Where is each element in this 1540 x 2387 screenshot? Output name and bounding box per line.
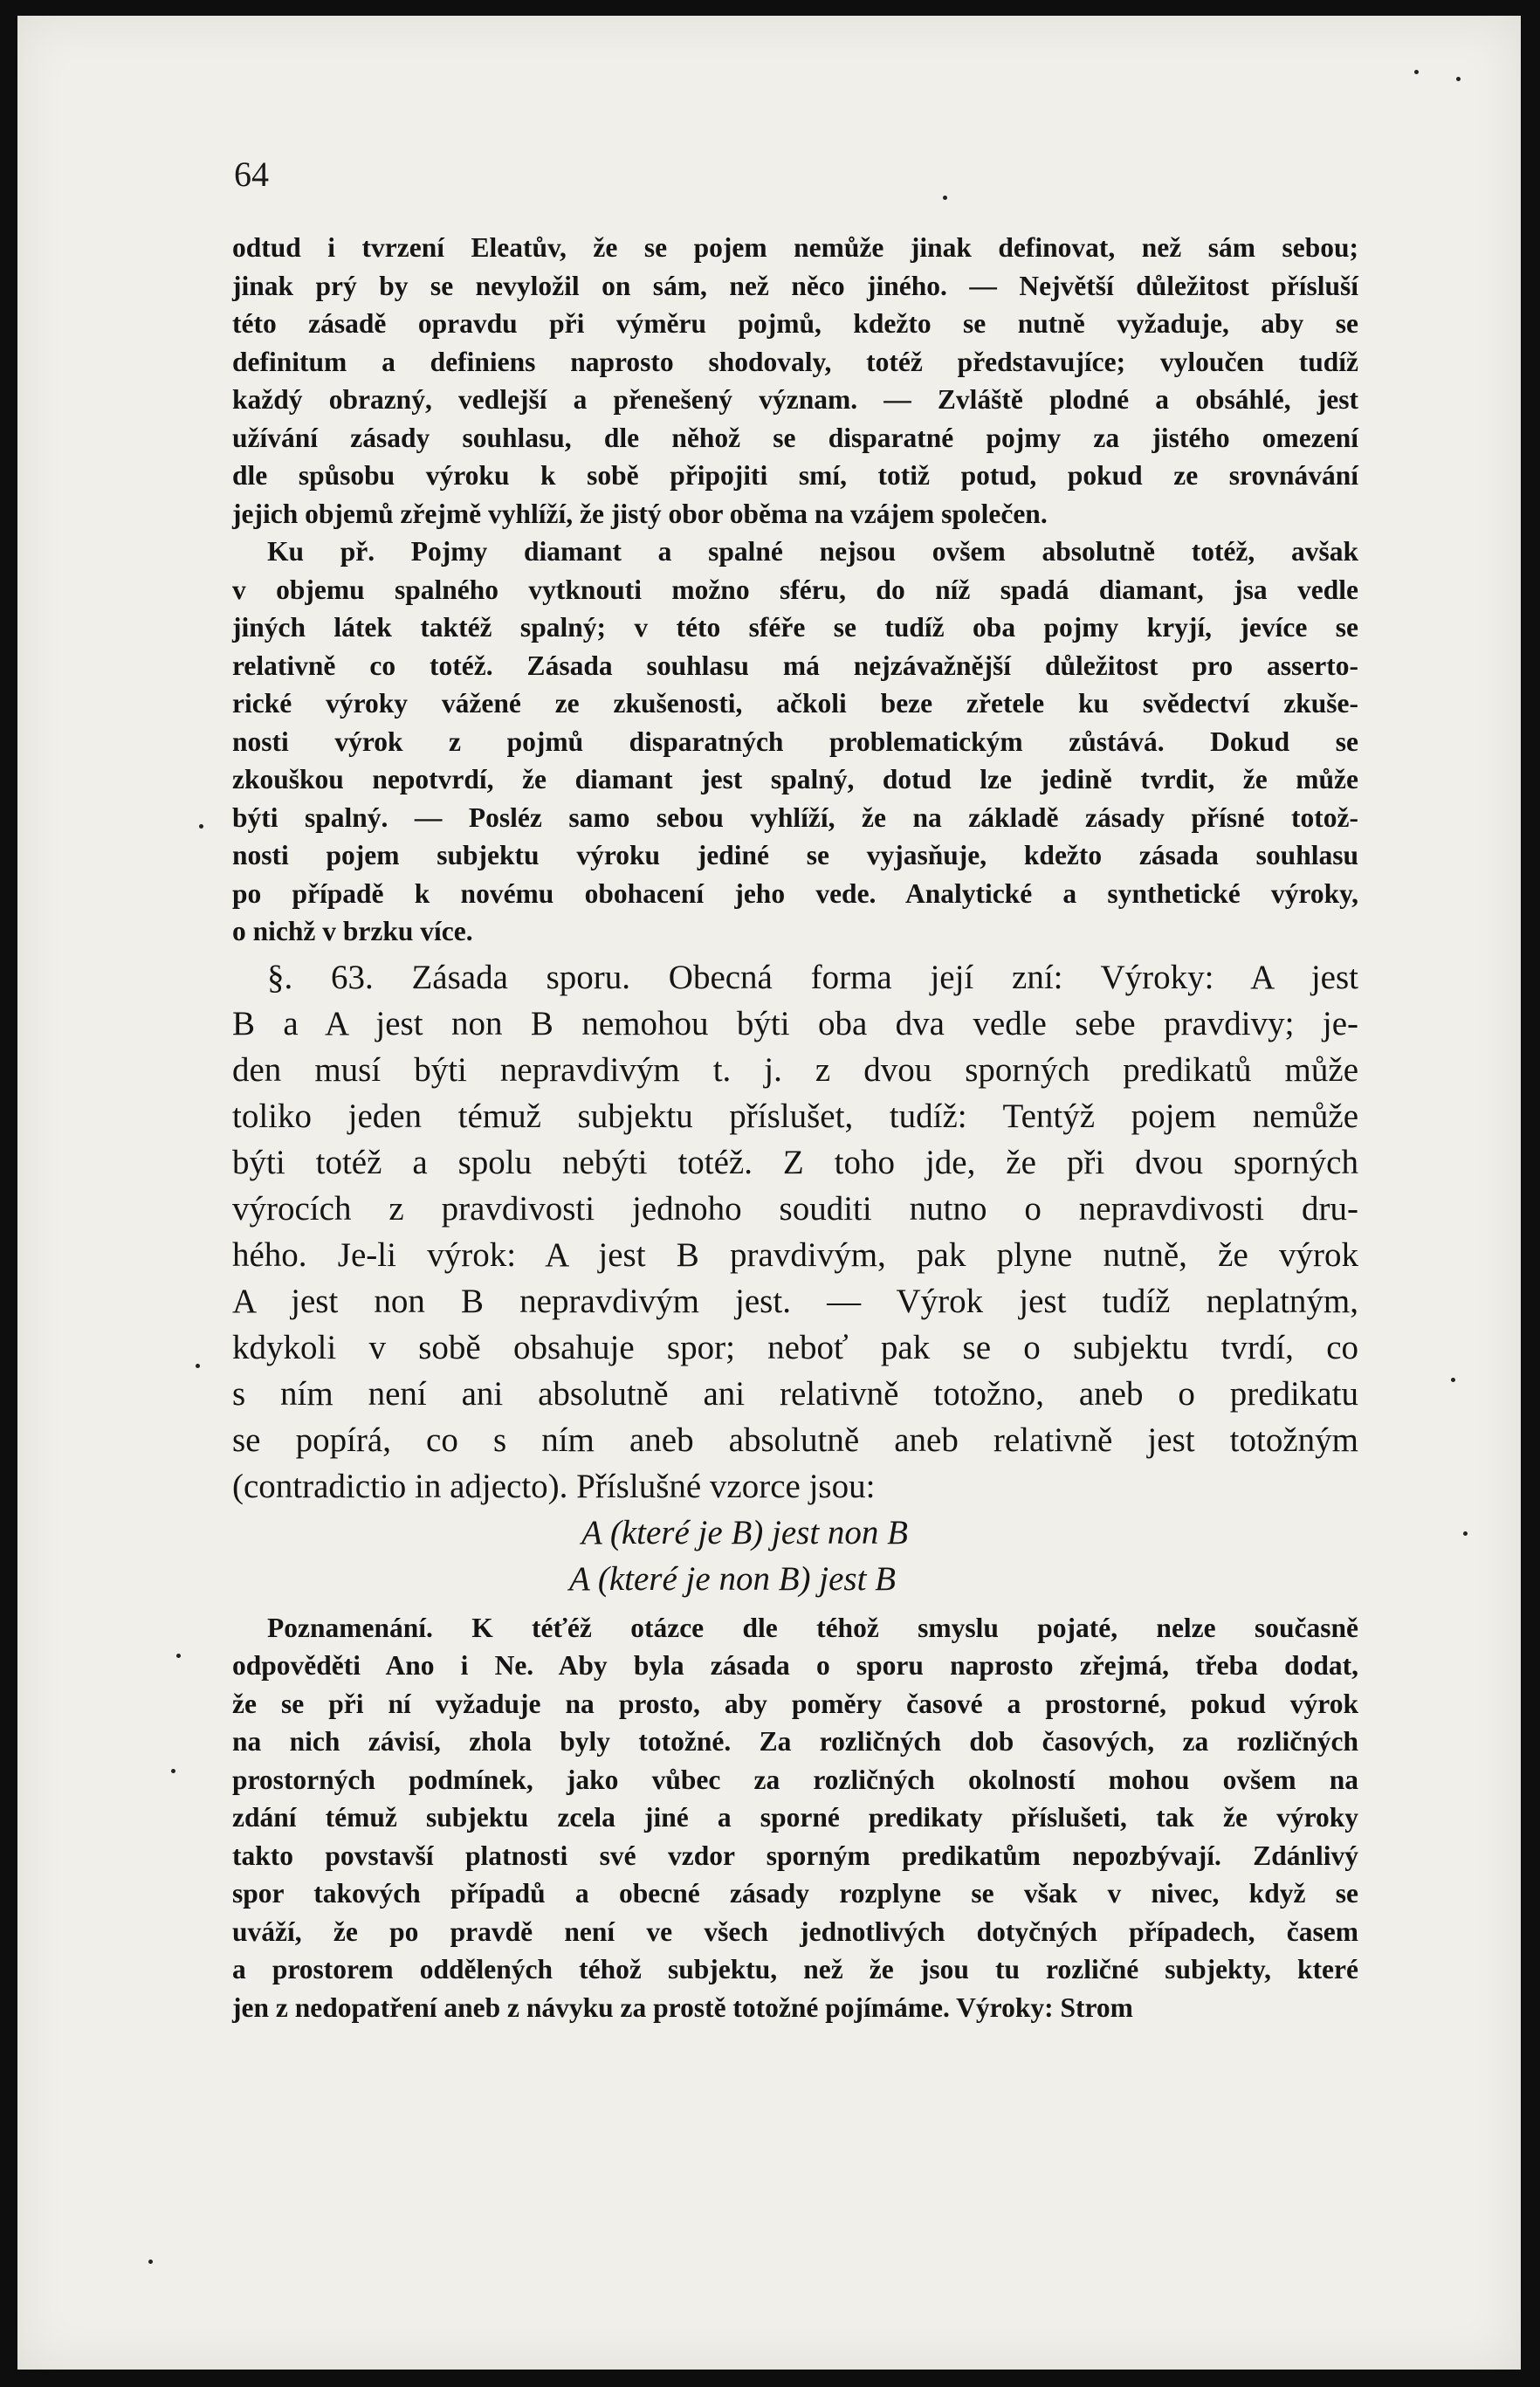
- scan-speck: [1463, 1531, 1468, 1536]
- text-line: A jest non B nepravdivým jest. — Výrok jest tudíž neplatným,: [232, 1282, 1358, 1320]
- scan-speck: [171, 1769, 175, 1773]
- text-line: jiných látek taktéž spalný; v této sféře se tudíž oba pojmy kryjí, jevíce se: [232, 612, 1358, 643]
- paragraph-diamond-example: [232, 533, 1358, 951]
- text-line: býti totéž a spolu nebýti totéž. Z toho jde, že při dvou sporných: [232, 1143, 1358, 1181]
- text-line: prostorných podmínek, jako vůbec za rozličných okolností mohou ovšem na: [232, 1764, 1358, 1795]
- text-line: odtud i tvrzení Eleatův, že se pojem nemůže jinak definovat, než sám sebou;: [232, 232, 1358, 263]
- text-line: výrocích z pravdivosti jednoho souditi nutno o nepravdivosti dru-: [232, 1189, 1358, 1228]
- text-line: takto povstavší platnosti své vzdor sporným predikatům nepozbývají. Zdánlivý: [232, 1840, 1358, 1871]
- text-line: Ku př. Pojmy diamant a spalné nejsou ovšem absolutně totéž, avšak: [267, 536, 1358, 567]
- page-body: [232, 229, 1358, 2026]
- text-line: kdykoli v sobě obsahuje spor; neboť pak se o subjektu tvrdí, co: [232, 1328, 1358, 1366]
- text-line: na nich závisí, zhola byly totožné. Za rozličných dob časových, za rozličných: [232, 1726, 1358, 1757]
- text-line: po případě k novému obohacení jeho vede. Analytické a synthetické výroky,: [232, 877, 1358, 909]
- scan-speck: [1451, 1378, 1455, 1382]
- text-line: jen z nedopatření aneb z návyku za prostě totožné pojímáme. Výroky: Strom: [232, 1991, 1133, 2023]
- text-line: odpověděti Ano i Ne. Aby byla zásada o sporu naprosto zřejmá, třeba dodat,: [232, 1650, 1358, 1681]
- scan-speck: [148, 2260, 153, 2264]
- scan-speck: [1414, 70, 1419, 74]
- text-line: této zásadě opravdu při výměru pojmů, kdežto se nutně vyžaduje, aby se: [232, 308, 1358, 339]
- text-line: každý obrazný, vedlejší a přenešený význam. — Zvláště plodné a obsáhlé, jest: [232, 384, 1358, 415]
- text-line: se popírá, co s ním aneb absolutně aneb relativně jest totožným: [232, 1421, 1358, 1459]
- text-line: užívání zásady souhlasu, dle něhož se disparatné pojmy za jistého omezení: [232, 422, 1358, 453]
- paragraph-eleatic-definition: [232, 229, 1358, 533]
- text-line: zkouškou nepotvrdí, že diamant jest spalný, dotud lze jedině tvrdit, že může: [232, 764, 1358, 795]
- text-line: že se při ní vyžaduje na prosto, aby poměry časové a prostorné, pokud výrok: [232, 1688, 1358, 1719]
- text-line: a prostorem oddělených téhož subjektu, než že jsou tu rozličné subjekty, které: [232, 1954, 1358, 1985]
- section-heading-line: §. 63. Zásada sporu. Obecná forma její zní: Výroky: A jest: [267, 958, 1358, 996]
- section-63-principle-of-contradiction: [232, 954, 1358, 1602]
- scan-speck: [196, 1364, 200, 1368]
- text-line: uváží, že po pravdě není ve všech jednotlivých dotyčných případech, časem: [232, 1916, 1358, 1947]
- text-line: B a A jest non B nemohou býti oba dva vedle sebe pravdivy; je-: [232, 1004, 1358, 1042]
- text-line: rické výroky vážené ze zkušenosti, ačkoli beze zřetele ku svědectví zkuše-: [232, 688, 1358, 719]
- text-line: o nichž v brzku více.: [232, 916, 473, 946]
- text-line: Poznamenání. K téťéž otázce dle téhož smyslu pojaté, nelze současně: [267, 1612, 1358, 1643]
- text-line: den musí býti nepravdivým t. j. z dvou sporných predikatů může: [232, 1050, 1358, 1089]
- text-line: definitum a definiens naprosto shodovaly, totéž představujíce; vyloučen tudíž: [232, 346, 1358, 377]
- text-line: s ním není ani absolutně ani relativně totožno, aneb o predikatu: [232, 1374, 1358, 1413]
- text-line: v objemu spalného vytknouti možno sféru, do níž spadá diamant, jsa vedle: [232, 574, 1358, 605]
- scan-speck: [199, 824, 203, 829]
- text-line: jejich objemů zřejmě vyhlíží, že jistý obor oběma na vzájem společen.: [232, 498, 1048, 529]
- text-line: býti spalný. — Posléz samo sebou vyhlíží, že na základě zásady přísné totož-: [232, 801, 1358, 833]
- page-number: 64: [234, 155, 269, 194]
- text-line: spor takových případů a obecné zásady rozplyne se však v nivec, když se: [232, 1878, 1358, 1909]
- scan-speck: [1456, 77, 1461, 81]
- text-line: jinak prý by se nevyložil on sám, než něco jiného. — Největší důležitost přísluší: [232, 270, 1358, 301]
- note-poznamenani: [232, 1609, 1358, 2027]
- scan-speck: [943, 196, 947, 200]
- text-line: toliko jeden témuž subjektu příslušet, tudíž: Tentýž pojem nemůže: [232, 1097, 1358, 1135]
- text-line: dle spůsobu výroku k sobě připojiti smí, totiž potud, pokud ze srovnávání: [232, 460, 1358, 491]
- text-line: nosti pojem subjektu výroku jediné se vyjasňuje, kdežto zásada souhlasu: [232, 840, 1358, 870]
- formula-line: A (které je non B) jest B: [569, 1559, 896, 1598]
- text-line: (contradictio in adjecto). Příslušné vzorce jsou:: [232, 1467, 876, 1505]
- text-line: nosti výrok z pojmů disparatných problematickým zůstává. Dokud se: [232, 726, 1358, 757]
- text-line: zdání témuž subjektu zcela jiné a sporné predikaty příslušeti, tak že výroky: [232, 1802, 1358, 1833]
- scan-speck: [176, 1654, 181, 1658]
- text-line: hého. Je-li výrok: A jest B pravdivým, pak plyne nutně, že výrok: [232, 1235, 1358, 1274]
- formula-line: A (které je B) jest non B: [581, 1513, 908, 1551]
- text-line: relativně co totéž. Zásada souhlasu má nejzávažnější důležitost pro asserto-: [232, 650, 1358, 681]
